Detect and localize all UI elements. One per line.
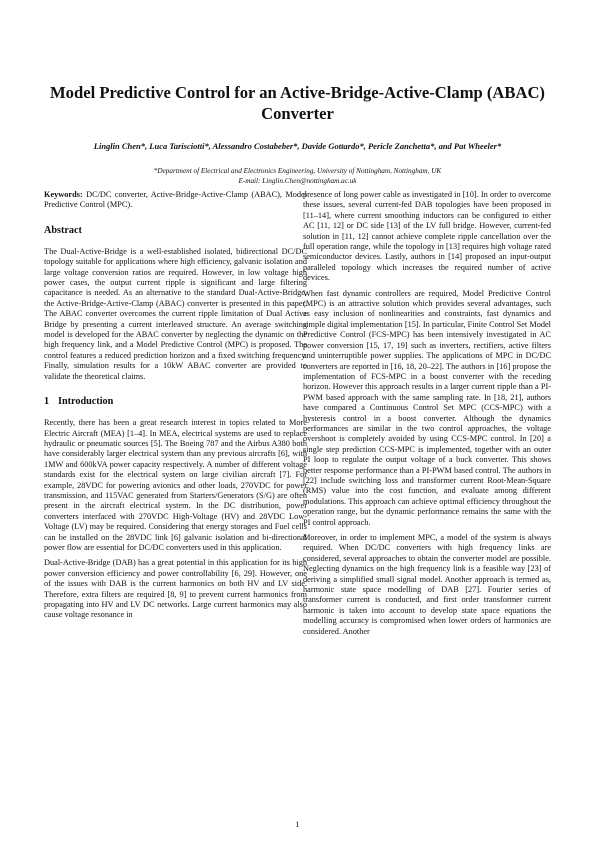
introduction-heading	[44, 396, 307, 408]
keywords-label: Keywords:	[44, 190, 83, 199]
paragraph: Dual-Active-Bridge (DAB) has a great potential in this application for its high power conversion efficiency and power controllability [6, 29]. However, one of the issues with DAB is the current harmonics on both HV and LV side. Therefore, extra filters are required [8, 9] to prevent current harmonics from propagating into HV and LV DC networks. Large current harmonics may also cause voltage resonance in	[44, 558, 307, 620]
section-title: Introduction	[58, 396, 114, 408]
paragraph: Recently, there has been a great research interest in topics related to More Electric Aircraft (MEA) [1–4]. In MEA, electrical systems are used to replace hydraulic or pneumatic sources [5]. The Boeing 787 and the Airbus A380 both have considerably larger electrical system than any previous aircrafts [6], with 1MW and 600kVA power capacity respectively. A number of different voltage standards exist for the electrical system on large civilian aircraft [7]. For example, 28VDC for powering avionics and other loads, 270VDC for power transmission, and 115VAC generated from Starters/Generators (S/G) are often present in the aircraft electrical system. In the DC distribution, power converters interfaced with 270VDC High-Voltage (HV) and 28VDC Low-Voltage (LV) may be required. Considering that energy storages and Fuel cells can be installed on the 28VDC link [6] galvanic isolation and bi-directional power flow are essential for DC/DC converters used in this application.	[44, 418, 307, 552]
right-column	[303, 190, 551, 642]
affiliation-block	[40, 166, 555, 186]
author-list: Linglin Chen*, Luca Tarisciotti*, Alessandro Costabeber*, Davide Gottardo*, Pericle Zanchetta*, and Pat Wheeler*	[93, 141, 502, 151]
paragraph: When fast dynamic controllers are required, Model Predictive Control (MPC) is an attractive solution which provides several advantages, such as easy inclusion of nonlinearities and constraints, fast dynamics and simple digital implementation [15]. In particular, Finite Control Set Model Predictive Control (FCS-MPC) has been intensively investigated in AC power conversion [15, 17, 19] such as inverters, rectifiers, active filters and uninterruptible power supplies. The applications of MPC in DC/DC converters are reported in [16, 18, 20–22]. The authors in [16] propose the implementation of FCS-MPC in a boost converter with the receding horizon. However this approach results in a larger current ripple than a PI-PWM based approach with the same sampling rate. In [18, 21], authors have compared a Continuous Control Set MPC (CCS-MPC) with a hysteresis control in a boost converter. Although the dynamics performances are similar in the two control approaches, the voltage overshoot is completely avoided by using CCS-MPC control. In [20] a single step prediction CCS-MPC is implemented, together with an outer PI loop to regulate the output voltage of a buck converter. This shows better response performance than a PI-PWM based control. The authors in [22] include switching loss and transformer current Root-Mean-Square (RMS) value into the cost function, and evaluate among different modulations. This approach can achieve optimal efficiency throughout the operation range, but the dynamic performance remains the same with the PI control approach.	[303, 288, 551, 527]
affiliation: *Department of Electrical and Electronics Engineering, University of Nottingham, Nottingham, UK	[153, 167, 442, 175]
keywords-text: DC/DC converter, Active-Bridge-Active-Clamp (ABAC), Model Predictive Control (MPC).	[44, 190, 307, 210]
keywords	[44, 190, 307, 211]
paragraph: presence of long power cable as investigated in [10]. In order to overcome these issues, several current-fed DAB topologies have been proposed in [11–14], where current smoothing inductors can be configured to either AC [11, 12] or DC side [13] of the LV full bridge. However, current-fed solution in [11, 12] cannot achieve complete ripple cancellation over the full operation range, while the topology in [13] requires high voltage rated semiconductor devices. Lastly, authors in [14] proposed an input-output paralleled topology which increases the required number of active devices.	[303, 190, 551, 283]
page-number: 1	[295, 820, 300, 829]
paragraph: Moreover, in order to implement MPC, a model of the system is always required. When DC/DC converters with high frequency links are considered, several approaches to obtain the converter model are possible. Neglecting dynamics on the high frequency link is a feasible way [23] of deriving a simplified small signal model. Another approach is termed as, harmonic state space modelling of DAB [27]. Fourier series of transformer current is conducted, and first order transformer current harmonic is taken into account to develop state space equations the modelling accuracy is compromised when lower orders of harmonics are considered. Another	[303, 533, 551, 636]
abstract-heading: Abstract	[44, 224, 82, 236]
email: E-mail: Linglin.Chen@nottingham.ac.uk	[238, 177, 357, 185]
abstract-text: The Dual-Active-Bridge is a well-established isolated, bidirectional DC/DC topology suitable for applications where high efficiency, galvanic isolation and large voltage conversion ratios are required. However, in low voltage high power cases, the output current ripple is significant and large filtering capacitance is needed. As an alternative to the standard Dual-Active-Bridge, the Active-Bridge-Active-Clamp (ABAC) converter is presented in this paper. The ABAC converter overcomes the current ripple limitation of Dual Active Bridge by presenting a current interleaved structure. An average switching model is developed for the ABAC converter by neglecting the dynamic on the high frequency link, and a Model Predictive Control (MPC) is proposed. The control features a reduced prediction horizon and a fixed switching frequency. Finally, simulation results for a 10kW ABAC converter are provided to validate the theoretical claims.	[44, 246, 307, 381]
paper-title: Model Predictive Control for an Active-Bridge-Active-Clamp (ABAC) Converter	[50, 83, 545, 123]
left-column	[44, 190, 307, 626]
section-number: 1	[44, 396, 50, 408]
